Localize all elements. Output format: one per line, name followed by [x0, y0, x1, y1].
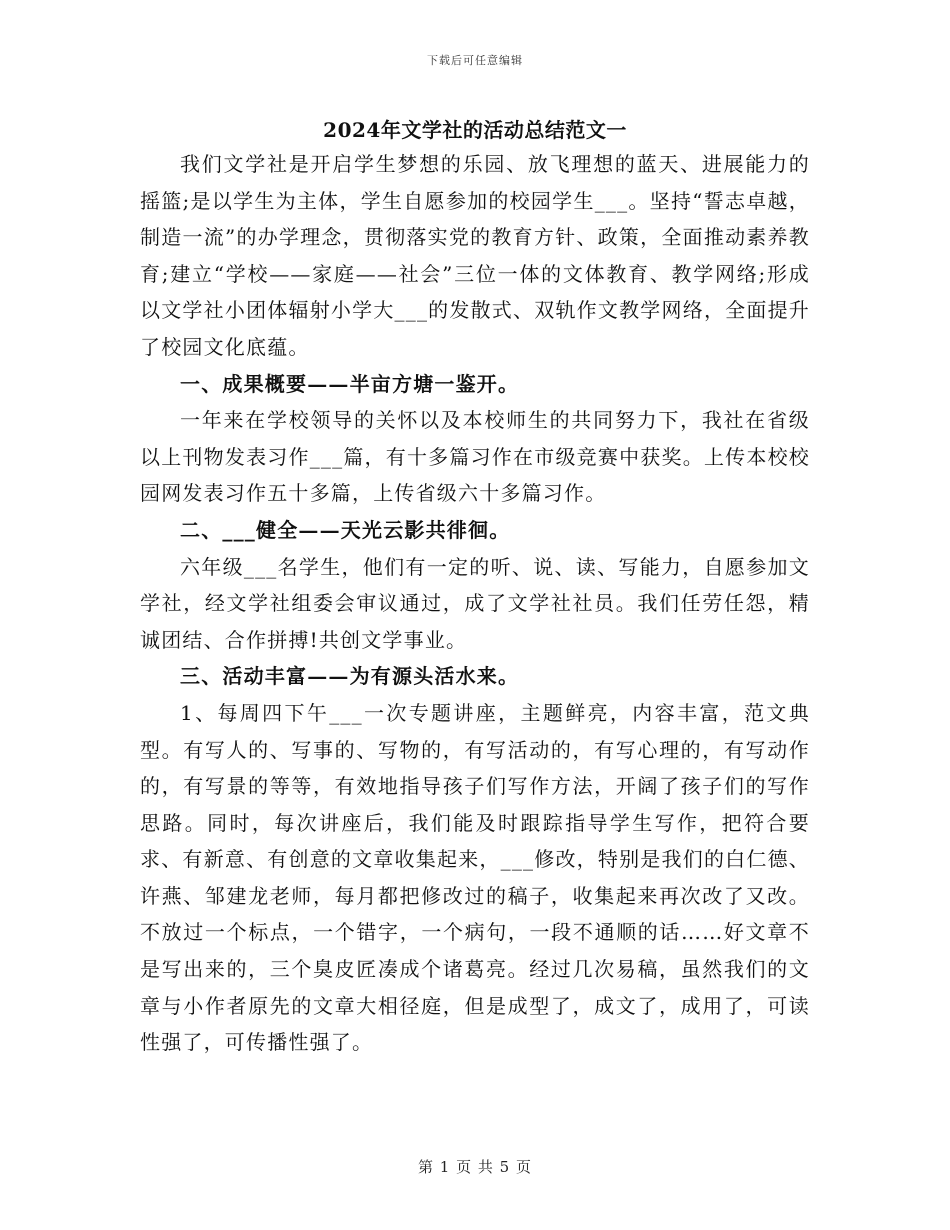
activities-paragraph: 1、每周四下午___一次专题讲座，主题鲜亮，内容丰富，范文典型。有写人的、写事的、写物的，有写活动的，有写心理的，有写动作的，有写景的等等，有效地指导孩子们写作方法，开阔了孩子们的写作思路。同时，每次讲座后，我们能及时跟踪指导学生写作，把符合要求、有新意、有创意的文章收集起来，___修改，特别是我们的白仁德、许燕、邹建龙老师，每月都把修改过的稿子，收集起来再次改了又改。不放过一个标点，一个错字，一个病句，一段不通顺的话……好文章不是写出来的，三个臭皮匠凑成个诸葛亮。经过几次易稿，虽然我们的文章与小作者原先的文章大相径庭，但是成型了，成文了，成用了，可读性强了，可传播性强了。: [140, 700, 810, 1055]
page-number: 第 1 页 共 5 页: [418, 1158, 532, 1176]
organization-paragraph: 六年级___名学生，他们有一定的听、说、读、写能力，自愿参加文学社，经文学社组委会审议通过，成了文学社社员。我们任劳任怨，精诚团结、合作拼搏!共创文学事业。: [140, 554, 810, 652]
header-note: 下载后可任意编辑: [427, 54, 523, 67]
achievements-paragraph: 一年来在学校领导的关怀以及本校师生的共同努力下，我社在省级以上刊物发表习作___篇，有十多篇习作在市级竞赛中获奖。上传本校校园网发表习作五十多篇，上传省级六十多篇习作。: [140, 408, 810, 506]
document-title: 2024年文学社的活动总结范文一: [323, 118, 627, 142]
section-heading-organization: 二、___健全——天光云影共徘徊。: [180, 517, 511, 542]
section-heading-achievements: 一、成果概要——半亩方塘一鉴开。: [180, 371, 520, 396]
intro-paragraph: 我们文学社是开启学生梦想的乐园、放飞理想的蓝天、进展能力的摇篮;是以学生为主体，学生自愿参加的校园学生___。坚持“誓志卓越，制造一流”的办学理念，贯彻落实党的教育方针、政策，全面推动素养教育;建立“学校——家庭——社会”三位一体的文体教育、教学网络;形成以文学社小团体辐射小学大___的发散式、双轨作文教学网络，全面提升了校园文化底蕴。: [140, 152, 810, 359]
document-body: [140, 146, 810, 1061]
section-heading-activities: 三、活动丰富——为有源头活水来。: [180, 664, 520, 689]
